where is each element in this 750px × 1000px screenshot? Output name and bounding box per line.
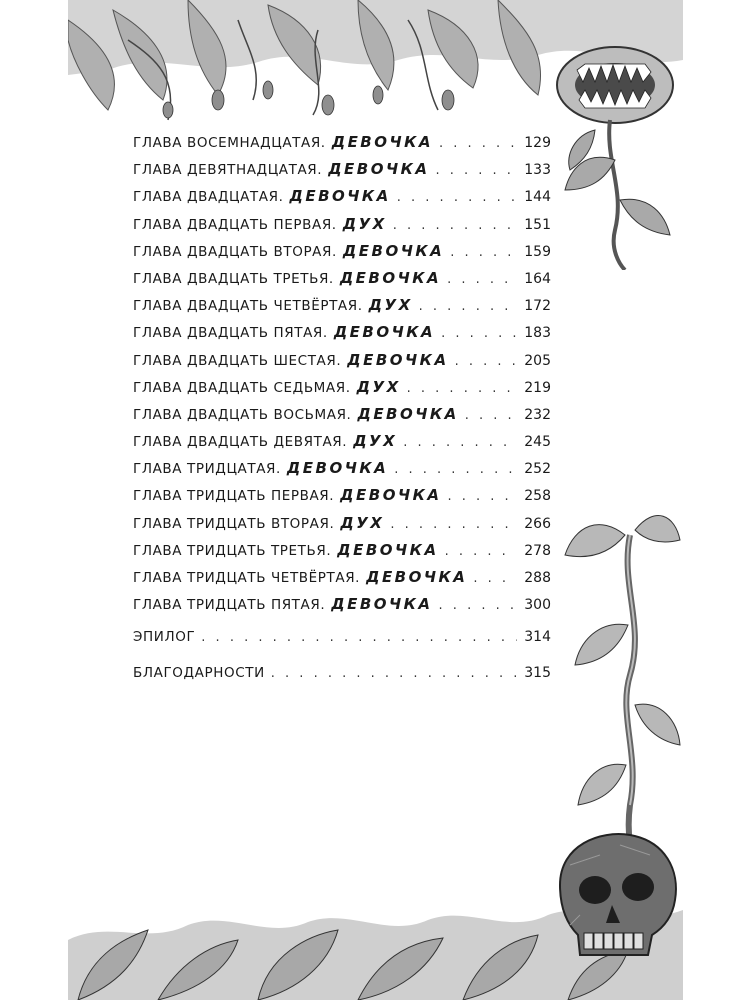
page-number: 245 (524, 434, 551, 451)
page-number: 133 (524, 162, 551, 179)
dot-leader (397, 190, 517, 205)
page-number: 183 (524, 325, 551, 342)
dot-leader (445, 544, 517, 559)
chapter-label: ГЛАВА ДЕВЯТНАДЦАТАЯ. (133, 162, 323, 179)
chapter-label: ГЛАВА ДВАДЦАТЬ ВОСЬМАЯ. (133, 406, 352, 423)
chapter-narrator: ДЕВОЧКА (286, 459, 389, 478)
chapter-narrator: ДЕВОЧКА (357, 404, 459, 423)
toc-entry[interactable] (133, 378, 551, 405)
dot-leader (473, 571, 517, 586)
chapter-label: ГЛАВА ТРИДЦАТАЯ. (133, 461, 281, 478)
toc-entry[interactable] (133, 242, 551, 269)
entry-label: БЛАГОДАРНОСТИ (133, 665, 265, 682)
toc-entry[interactable] (133, 595, 551, 622)
chapter-narrator: ДЕВОЧКА (331, 133, 433, 151)
chapter-label: ГЛАВА ДВАДЦАТЬ ВТОРАЯ. (133, 243, 337, 260)
dot-leader (201, 630, 517, 645)
page-number: 164 (524, 270, 551, 287)
dot-leader (441, 326, 517, 341)
skull-illustration (540, 825, 683, 965)
page-number: 205 (524, 352, 551, 369)
chapter-label: ГЛАВА ВОСЕМНАДЦАТАЯ. (133, 135, 326, 151)
chapter-label: ГЛАВА ТРИДЦАТЬ ТРЕТЬЯ. (133, 542, 332, 559)
chapter-narrator: ДУХ (356, 377, 401, 396)
chapter-label: ГЛАВА ТРИДЦАТЬ ЧЕТВЁРТАЯ. (133, 570, 361, 586)
page-number: 266 (524, 515, 551, 532)
page-number: 232 (524, 406, 551, 423)
dot-leader (271, 666, 517, 681)
toc-entry[interactable] (133, 351, 551, 378)
chapter-label: ГЛАВА ТРИДЦАТЬ ПЕРВАЯ. (133, 488, 335, 505)
dot-leader (403, 435, 517, 450)
spacer (133, 622, 551, 629)
toc-entry[interactable] (133, 323, 551, 350)
dot-leader (390, 517, 517, 532)
toc-entry-acknowledgements[interactable] (133, 665, 551, 701)
carnivorous-plant-illustration (555, 20, 683, 270)
page-number: 151 (524, 216, 551, 233)
chapter-narrator: ДЕВОЧКА (366, 568, 468, 586)
entry-label: ЭПИЛОГ (133, 629, 196, 646)
chapter-narrator: ДЕВОЧКА (331, 595, 433, 614)
dot-leader (439, 598, 517, 613)
toc-entry[interactable] (133, 568, 551, 595)
toc-entry[interactable] (133, 187, 551, 214)
chapter-narrator: ДУХ (342, 214, 387, 233)
toc-entry[interactable] (133, 269, 551, 296)
page-number: 258 (524, 488, 551, 505)
toc-entry[interactable] (133, 486, 551, 513)
dot-leader (455, 354, 517, 369)
chapter-label: ГЛАВА ТРИДЦАТЬ ВТОРАЯ. (133, 515, 335, 532)
page-number: 129 (524, 135, 551, 151)
dot-leader (407, 381, 517, 396)
toc-entry[interactable] (133, 133, 551, 160)
chapter-label: ГЛАВА ДВАДЦАТЬ ПЕРВАЯ. (133, 216, 337, 233)
chapter-narrator: ДУХ (368, 296, 413, 315)
toc-entry[interactable] (133, 405, 551, 432)
page-number: 144 (524, 189, 551, 206)
chapter-label: ГЛАВА ДВАДЦАТАЯ. (133, 189, 284, 206)
dot-leader (447, 489, 517, 504)
chapter-narrator: ДЕВОЧКА (289, 187, 391, 206)
chapter-label: ГЛАВА ТРИДЦАТЬ ПЯТАЯ. (133, 597, 326, 614)
chapter-label: ГЛАВА ДВАДЦАТЬ ТРЕТЬЯ. (133, 270, 334, 287)
toc-entry[interactable] (133, 514, 551, 541)
dot-leader (394, 462, 517, 477)
chapter-label: ГЛАВА ДВАДЦАТЬ ДЕВЯТАЯ. (133, 434, 348, 451)
chapter-narrator: ДЕВОЧКА (328, 160, 430, 179)
chapter-narrator: ДЕВОЧКА (337, 540, 439, 559)
toc-entry[interactable] (133, 459, 551, 486)
dot-leader (465, 408, 517, 423)
dot-leader (419, 299, 517, 314)
toc-entry[interactable] (133, 432, 551, 459)
toc-entry[interactable] (133, 215, 551, 242)
page-number: 288 (524, 570, 551, 586)
chapter-label: ГЛАВА ДВАДЦАТЬ ЧЕТВЁРТАЯ. (133, 298, 363, 315)
chapter-narrator: ДЕВОЧКА (347, 350, 449, 369)
page-number: 219 (524, 379, 551, 396)
page-number: 159 (524, 243, 551, 260)
page-number: 172 (524, 298, 551, 315)
chapter-narrator: ДУХ (353, 432, 398, 451)
chapter-label: ГЛАВА ДВАДЦАТЬ ПЯТАЯ. (133, 325, 328, 342)
page-number: 315 (524, 665, 551, 682)
table-of-contents (133, 133, 551, 701)
chapter-label: ГЛАВА ДВАДЦАТЬ ШЕСТАЯ. (133, 352, 342, 369)
vine-illustration (560, 505, 683, 865)
page-number: 314 (524, 629, 551, 646)
toc-entry[interactable] (133, 160, 551, 187)
dot-leader (435, 163, 517, 178)
toc-entry[interactable] (133, 541, 551, 568)
chapter-narrator: ДЕВОЧКА (340, 486, 442, 505)
chapter-narrator: ДЕВОЧКА (333, 323, 436, 342)
chapter-label: ГЛАВА ДВАДЦАТЬ СЕДЬМАЯ. (133, 379, 351, 396)
chapter-narrator: ДУХ (340, 513, 385, 532)
page-number: 252 (524, 461, 551, 478)
chapter-narrator: ДЕВОЧКА (342, 241, 445, 260)
chapter-list (133, 133, 551, 622)
dot-leader (439, 136, 517, 151)
chapter-narrator: ДЕВОЧКА (339, 268, 442, 287)
dot-leader (393, 218, 517, 233)
toc-entry-epilogue[interactable] (133, 629, 551, 665)
dot-leader (450, 245, 517, 260)
page-number: 278 (524, 542, 551, 559)
page-number: 300 (524, 597, 551, 614)
dot-leader (447, 272, 517, 287)
toc-entry[interactable] (133, 296, 551, 323)
